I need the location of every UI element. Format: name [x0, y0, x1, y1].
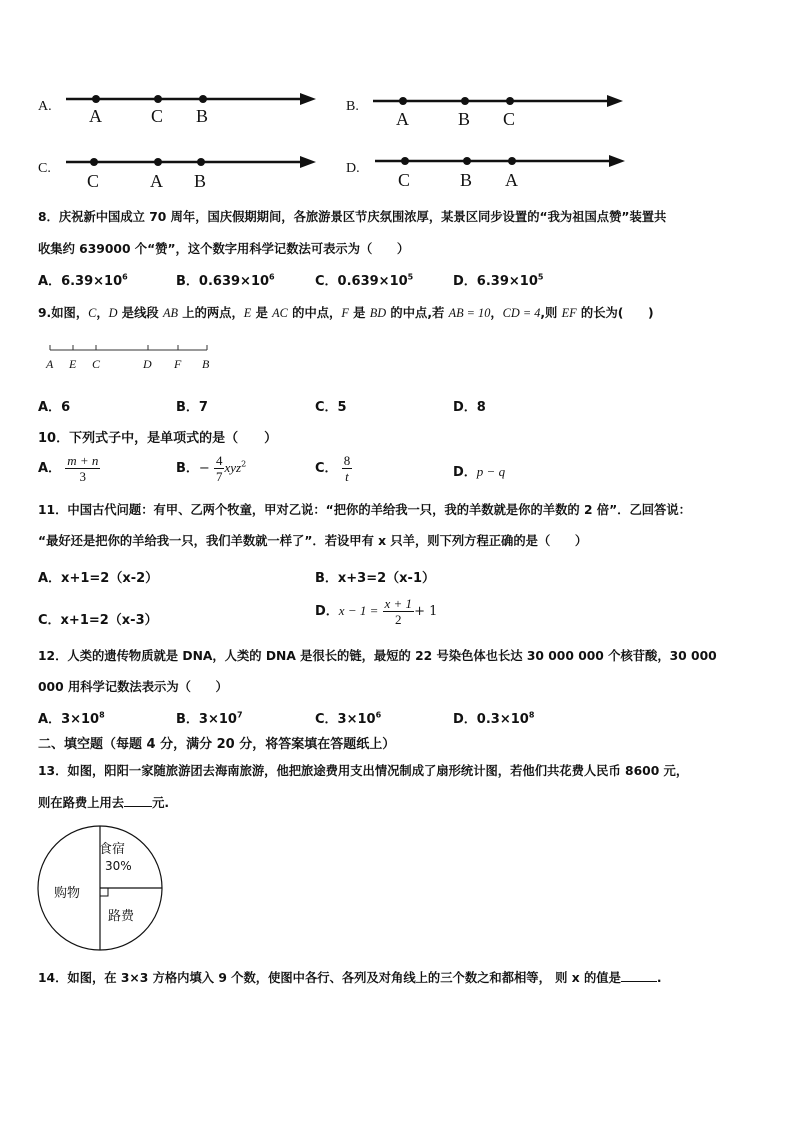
q7-a-point-label-1: A	[89, 106, 102, 126]
q9-option-a: A．6	[38, 400, 71, 415]
q12-line-2: 000 用科学记数法表示为（ ）	[38, 680, 228, 694]
q11-option-d: D．x − 1 = $\frac{x + 1}{2}$ + 1	[315, 596, 438, 627]
q7-option-c-label: C.	[38, 161, 51, 176]
section-2-heading: 二、填空题（每题 4 分，满分 20 分，将答案填在答题纸上）	[38, 737, 396, 752]
q8-option-b: B．$0.639\times 10^6$	[176, 272, 275, 289]
q9-option-d: D．8	[453, 400, 486, 415]
q7-option-d-label: D.	[346, 161, 360, 176]
pie-label-shopping: 购物	[54, 886, 81, 901]
question-14: 14．如图，在 3×3 方格内填入 9 个数，使图中各行、各列及对角线上的三个数之和都相等， 则 x 的值是 .	[38, 971, 662, 985]
q10-option-a: A． $\frac{m + n}{3}$	[38, 453, 99, 484]
q8-line-1: 8．庆祝新中国成立 70 周年，国庆假期期间，各旅游景区节庆氛围浓厚，某景区同步设置的“我为祖国点赞”装置共	[38, 210, 667, 224]
q12-option-b: B．$3\times 10^7$	[176, 710, 243, 727]
q7-b-point-label-3: C	[503, 109, 516, 129]
q11-line-1: 11．中国古代问题：有甲、乙两个牧童，甲对乙说：“把你的羊给我一只，我的羊数就是你的羊数的 2 倍”．乙回答说：	[38, 503, 691, 517]
q9-option-b: B．7	[176, 400, 208, 415]
q7-c-point-label-3: B	[194, 171, 207, 191]
q12-line-1: 12．人类的遗传物质就是 DNA，人类的 DNA 是很长的链，最短的 22 号染色体也长达 30 000 000 个核苷酸，30 000	[38, 649, 717, 663]
pie-label-food-percent: 30%	[105, 859, 132, 873]
q9-label-f: F	[174, 357, 182, 371]
pie-label-food: 食宿	[99, 842, 126, 857]
q9-label-a: A	[46, 357, 54, 371]
q11-option-c: C．x+1=2（x-3）	[38, 613, 158, 628]
q10-text: 10．下列式子中，是单项式的是（ ）	[38, 431, 278, 446]
q9-option-c: C．5	[315, 400, 347, 415]
q7-d-point-label-1: C	[398, 170, 411, 190]
q7-b-point-label-2: B	[458, 109, 471, 129]
q12-option-c: C．$3\times 10^6$	[315, 710, 382, 727]
q9-label-b: B	[202, 357, 210, 371]
q13-line-1: 13．如图，阳阳一家随旅游团去海南旅游，他把旅途费用支出情况制成了扇形统计图，若他们共花费人民币 8600 元，	[38, 764, 689, 778]
q10-option-b: B．− $\frac{4}{7}$ xyz$^2$	[176, 453, 247, 484]
q7-b-point-label-1: A	[396, 109, 409, 129]
q9-label-e: E	[69, 357, 77, 371]
q7-option-b-label: B.	[346, 99, 359, 114]
q13-line-2: 则在路费上用去 元.	[38, 796, 170, 810]
q7-c-point-label-2: A	[150, 171, 163, 191]
q12-option-d: D．$0.3\times 10^8$	[453, 710, 535, 727]
q7-d-point-label-2: B	[460, 170, 473, 190]
q8-option-a: A．$6.39\times 10^6$	[38, 272, 128, 289]
q8-option-d: D．$6.39\times 10^5$	[453, 272, 544, 289]
q7-a-point-label-2: C	[151, 106, 164, 126]
q11-line-2: “最好还是把你的羊给我一只，我们羊数就一样了”．若设甲有 x 只羊，则下列方程正确的是（ ）	[38, 534, 588, 548]
q7-d-point-label-3: A	[505, 170, 518, 190]
q10-option-d: D．p − q	[453, 464, 506, 480]
q7-a-point-label-3: B	[196, 106, 209, 126]
q7-option-a-label: A.	[38, 99, 52, 114]
q7-c-point-label-1: C	[87, 171, 100, 191]
q12-option-a: A．$3\times 10^8$	[38, 710, 105, 727]
q9-label-d: D	[143, 357, 152, 371]
q9-text: 9.如图，C，D 是线段 AB 上的两点，E 是 AC 的中点，F 是 BD 的中点,若 AB = 10，CD = 4,则 EF 的长为( )	[38, 306, 654, 320]
q8-option-c: C．$0.639\times 10^5$	[315, 272, 414, 289]
q9-label-c: C	[92, 357, 101, 371]
q11-option-a: A．x+1=2（x-2）	[38, 571, 159, 586]
pie-label-travel: 路费	[108, 909, 135, 924]
q11-option-b: B．x+3=2（x-1）	[315, 571, 435, 586]
q14-answer-blank	[621, 981, 657, 982]
q10-option-c: C． $\frac{8}{t}$	[315, 453, 351, 484]
q8-line-2: 收集约 639000 个“赞”，这个数字用科学记数法可表示为（ ）	[38, 242, 410, 256]
